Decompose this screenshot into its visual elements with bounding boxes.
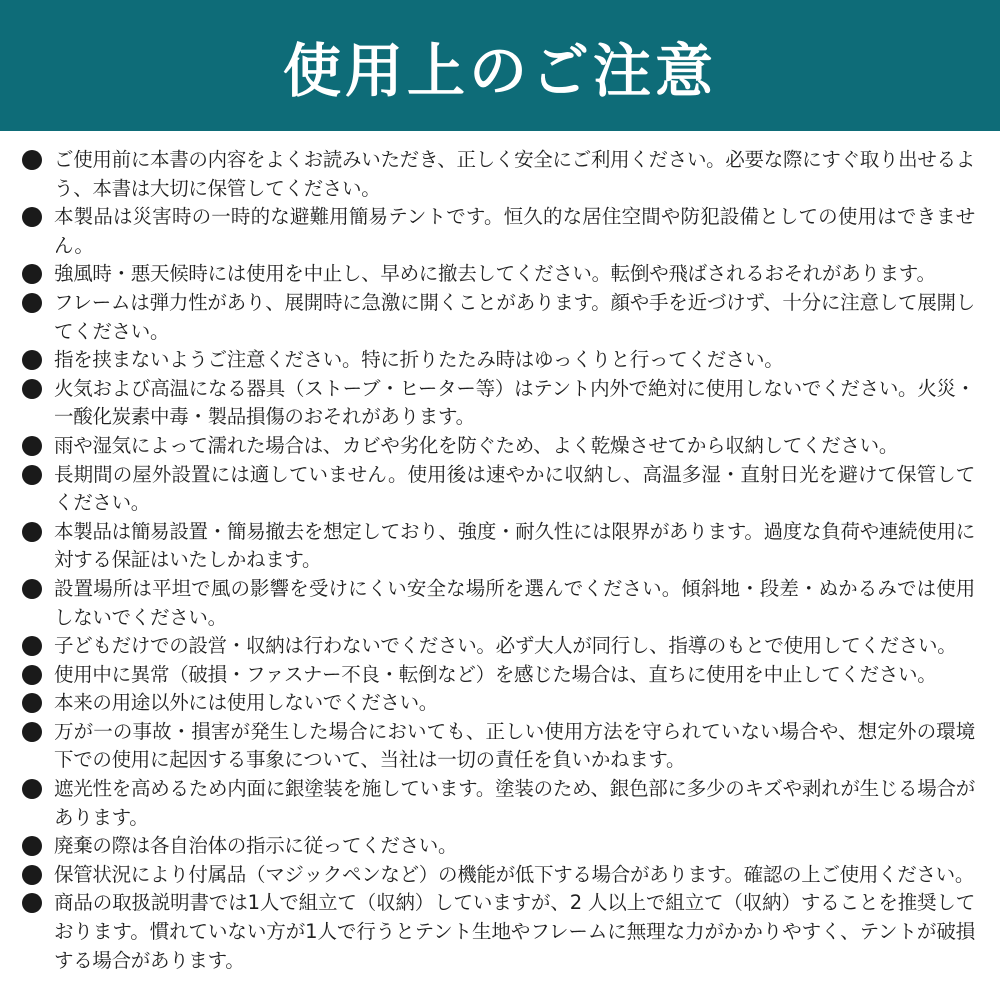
- bullet-icon: [22, 865, 42, 885]
- bullet-icon: [22, 693, 42, 713]
- list-item: [22, 289, 975, 346]
- list-item: [22, 575, 975, 632]
- list-item: [22, 775, 975, 832]
- bullet-icon: [22, 836, 42, 856]
- list-item-text: 本製品は簡易設置・簡易撤去を想定しており、強度・耐久性には限界があります。過度な負荷や連続使用に対する保証はいたしかねます。: [54, 519, 975, 572]
- bullet-icon: [22, 893, 42, 913]
- bullet-icon: [22, 264, 42, 284]
- list-item: [22, 889, 975, 975]
- list-item: [22, 375, 975, 432]
- bullet-icon: [22, 150, 42, 170]
- header-banner: [0, 0, 1000, 131]
- bullet-icon: [22, 579, 42, 599]
- list-item: [22, 661, 975, 690]
- list-item-text: 火気および高温になる器具（ストーブ・ヒーター等）はテント内外で絶対に使用しないでください。火災・一酸化炭素中毒・製品損傷のおそれがあります。: [54, 376, 975, 429]
- list-item: [22, 461, 975, 518]
- bullet-icon: [22, 350, 42, 370]
- list-item-text: 設置場所は平坦で風の影響を受けにくい安全な場所を選んでください。傾斜地・段差・ぬかるみでは使用しないでください。: [54, 576, 975, 629]
- list-item: [22, 718, 975, 775]
- list-item-text: 遮光性を高めるため内面に銀塗装を施しています。塗装のため、銀色部に多少のキズや剥れが生じる場合があります。: [54, 777, 975, 829]
- list-item-text: 長期間の屋外設置には適していません。使用後は速やかに収納し、高温多湿・直射日光を避けて保管してください。: [54, 462, 975, 515]
- list-item: [22, 689, 975, 718]
- list-item-text: 本製品は災害時の一時的な避難用簡易テントです。恒久的な居住空間や防犯設備としての使用はできません。: [54, 205, 975, 257]
- list-item: [22, 432, 975, 461]
- bullet-icon: [22, 722, 42, 742]
- list-item-text: 使用中に異常（破損・ファスナー不良・転倒など）を感じた場合は、直ちに使用を中止してください。: [54, 662, 937, 686]
- bullet-icon: [22, 207, 42, 227]
- list-item: [22, 346, 975, 375]
- list-item-text: ご使用前に本書の内容をよくお読みいただき、正しく安全にご利用ください。必要な際にすぐ取り出せるよう、本書は大切に保管してください。: [54, 148, 975, 200]
- list-item-text: 保管状況により付属品（マジックペンなど）の機能が低下する場合があります。確認の上ご使用ください。: [54, 862, 975, 886]
- list-item-text: 廃棄の際は各自治体の指示に従ってください。: [54, 834, 458, 858]
- bullet-icon: [22, 293, 42, 313]
- list-item-text: 子どもだけでの設営・収納は行わないでください。必ず大人が同行し、指導のもとで使用してください。: [54, 634, 957, 658]
- list-item-text: 商品の取扱説明書では1人で組立て（収納）していますが、2 人以上で組立て（収納）することを推奨しております。慣れていない方が1人で行うとテント生地やフレームに無理な力がかかりやすく、テントが破損する場合があります。: [54, 891, 975, 972]
- list-item: [22, 832, 975, 861]
- list-item-text: 指を挟まないようご注意ください。特に折りたたみ時はゆっくりと行ってください。: [54, 348, 784, 372]
- bullet-icon: [22, 379, 42, 399]
- list-item: [22, 518, 975, 575]
- list-item-text: 雨や湿気によって濡れた場合は、カビや劣化を防ぐため、よく乾燥させてから収納してください。: [54, 433, 899, 457]
- list-item-text: 強風時・悪天候時には使用を中止し、早めに撤去してください。転倒や飛ばされるおそれがあります。: [54, 262, 936, 286]
- list-item: [22, 861, 975, 890]
- list-item: [22, 260, 975, 289]
- list-item-text: 万が一の事故・損害が発生した場合においても、正しい使用方法を守られていない場合や、想定外の環境下での使用に起因する事象について、当社は一切の責任を負いかねます。: [54, 719, 975, 772]
- list-item: [22, 146, 975, 203]
- page-title: 使用上のご注意: [282, 36, 717, 105]
- list-item: [22, 203, 975, 260]
- bullet-icon: [22, 522, 42, 542]
- list-item-text: フレームは弾力性があり、展開時に急激に開くことがあります。顔や手を近づけず、十分に注意して展開してください。: [54, 290, 975, 343]
- list-item-text: 本来の用途以外には使用しないでください。: [54, 691, 439, 715]
- bullet-icon: [22, 465, 42, 485]
- bullet-icon: [22, 636, 42, 656]
- bullet-icon: [22, 665, 42, 685]
- list-item: [22, 632, 975, 661]
- bullet-icon: [22, 779, 42, 799]
- notes-list: [0, 131, 1000, 975]
- bullet-icon: [22, 436, 42, 456]
